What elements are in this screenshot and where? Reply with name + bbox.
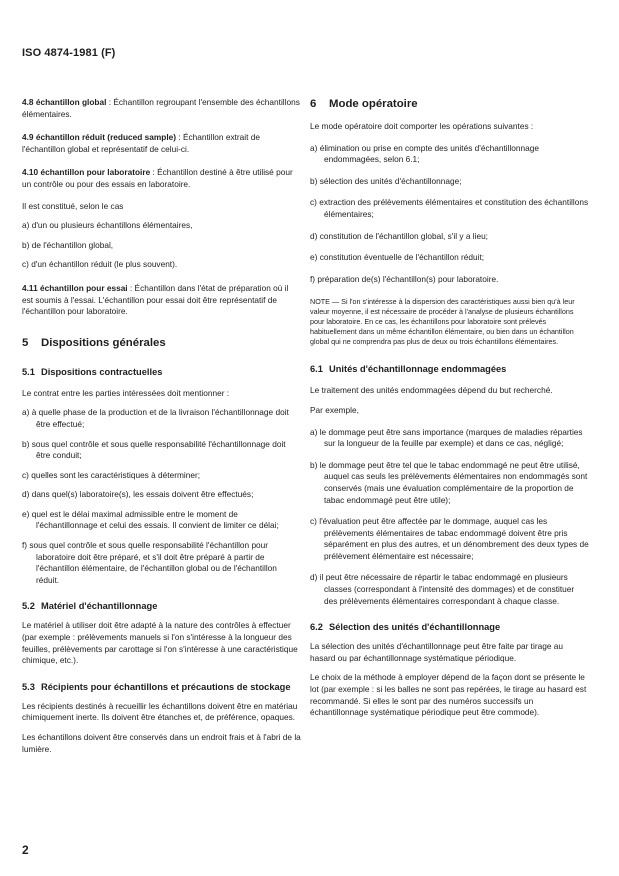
- list-item: b) sélection des unités d'échantillonnage;: [310, 175, 462, 186]
- clause-number: 4.9: [22, 132, 34, 143]
- note: NOTE — Si l'on s'intéresse à la dispersion des caractéristiques aussi bien qu'à leur valeur moyenne, il est nécessaire de procéder à l'analyse de plusieurs échantillons pour laboratoire. En ce cas, les échantillons pour laboratoire sont prélevés habituellement dans un même échantillon élémentaire, ou bien dans un échantillon global qui ne comprendra pas plus de deux ou trois échantillons élémentaires.: [310, 297, 575, 347]
- section-heading-6-2: 6.2 Sélection des unités d'échantillonnage: [310, 622, 501, 633]
- paragraph: Le traitement des unités endommagées dépend du but recherché.: [310, 385, 553, 396]
- list-item: c) quelles sont les caractéristiques à déterminer;: [22, 469, 201, 480]
- section-heading-5-3: 5.3 Récipients pour échantillons et précautions de stockage: [22, 681, 291, 692]
- clause-4-9: [22, 132, 301, 155]
- clause-number: 4.10: [22, 167, 39, 178]
- clause-text: : Échantillon dans l'état de préparation où il est soumis à l'essai. L'échantillon pour essai doit être représentatif de l'échantillon pour laboratoire.: [22, 282, 289, 317]
- document-header: ISO 4874-1981 (F): [22, 47, 116, 59]
- list-item: e) quel est le délai maximal admissible entre le moment de l'échantillonnage et celui des essais. Il convient de limiter ce délai;: [22, 508, 279, 531]
- list-item: a) d'un ou plusieurs échantillons élémentaires,: [22, 220, 193, 231]
- paragraph: Par exemple,: [310, 404, 359, 415]
- clause-term: échantillon global: [35, 97, 107, 107]
- clause-text: : Échantillon destiné à être utilisé pour un contrôle ou pour des essais en laboratoire.: [22, 167, 293, 189]
- section-heading-5-1: 5.1 Dispositions contractuelles: [22, 366, 163, 377]
- right-column: [310, 97, 589, 719]
- clause-term: échantillon pour laboratoire: [40, 167, 151, 178]
- list-item: d) dans quel(s) laboratoire(s), les essais doivent être effectués;: [22, 489, 254, 500]
- list-item: e) constitution éventuelle de l'échantillon réduit;: [310, 252, 485, 263]
- paragraph: Les échantillons doivent être conservés dans un endroit frais et à l'abri de la lumière.: [22, 732, 301, 754]
- section-heading-6: 6 Mode opératoire: [310, 98, 418, 110]
- section-heading-5: 5 Dispositions générales: [22, 336, 166, 349]
- paragraph: Le choix de la méthode à employer dépend de la façon dont se présente le lot (par exemple : si les balles ne sont pas repérées, le tirage au hasard est recommandé. Si elles le sont par des numéros successifs un échantillonnage systématique périodique peut être commode).: [310, 672, 587, 718]
- paragraph: Le contrat entre les parties intéressées doit mentionner :: [22, 387, 230, 398]
- paragraph: Le mode opératoire doit comporter les opérations suivantes :: [310, 121, 534, 131]
- list-item: c) l'évaluation peut être affectée par le dommage, auquel cas les prélèvements élémentaires de tabac endommagé doivent être pris séparément en plus des autres, et un dénombrement des deux types de prélèvement élémentaire est nécessaire;: [310, 516, 589, 561]
- section-heading-5-2: 5.2 Matériel d'échantillonnage: [22, 601, 158, 612]
- list-item: a) élimination ou prise en compte des unités d'échantillonnage endommagées, selon 6.1;: [310, 142, 539, 165]
- left-column: [22, 97, 301, 755]
- list-item: b) le dommage peut être tel que le tabac endommagé ne peut être utilisé, auquel cas seuls les prélèvements élémentaires non endommagés sont conservés (mais une évaluation complémentaire de la proportion de tabac endommagé peut être utile);: [310, 459, 588, 505]
- list-item: a) à quelle phase de la production et de la livraison l'échantillonnage doit être effectué;: [22, 407, 289, 429]
- list-item: d) constitution de l'échantillon global, s'il y a lieu;: [310, 230, 488, 241]
- clause-text: : Échantillon regroupant l'ensemble des échantillons élémentaires.: [22, 97, 300, 119]
- paragraph: Le matériel à utiliser doit être adapté à la nature des contrôles à effectuer (par exemple : prélèvements manuels si l'on s'intéresse à la longueur des feuilles, prélèvements par carottage si l'on s'intéresse à une caractéristique chimique, etc.).: [22, 620, 298, 666]
- list-item: c) d'un échantillon réduit (le plus souvent).: [22, 259, 178, 270]
- clause-number: 4.11: [22, 282, 38, 293]
- clause-term: échantillon pour essai: [40, 282, 128, 293]
- list-item: d) il peut être nécessaire de répartir le tabac endommagé en plusieurs classes (correspondant à l'intensité des dommages) et de constituer des prélèvements élémentaires correspondant à chaque classe.: [310, 572, 575, 606]
- list-item: f) sous quel contrôle et sous quelle responsabilité l'échantillon pour laboratoire doit être préparé, et s'il doit être préparé à partir de l'échantillon élémentaire, de l'échantillon global ou de l'échantillon réduit.: [22, 540, 277, 585]
- list-item: f) préparation de(s) l'échantillon(s) pour laboratoire.: [310, 273, 499, 284]
- list-item: a) le dommage peut être sans importance (marques de maladies réparties sur la longueur de la feuille par exemple) et dans ce cas, négligé;: [310, 426, 583, 449]
- clause-4-10: [22, 167, 301, 190]
- clause-4-11: [22, 283, 301, 318]
- clause-4-8: [22, 97, 301, 120]
- clause-text: : Échantillon extrait de l'échantillon global et représentatif de celui-ci.: [22, 132, 260, 154]
- page-number: 2: [22, 843, 29, 857]
- clause-term: échantillon réduit (reduced sample): [35, 132, 177, 143]
- clause-4-10-intro: Il est constitué, selon le cas: [22, 200, 124, 211]
- section-heading-6-1: 6.1 Unités d'échantillonnage endommagées: [310, 364, 507, 375]
- clause-number: 4.8: [22, 97, 34, 107]
- list-item: c) extraction des prélèvements élémentaires et constitution des échantillons élémentaires;: [310, 197, 589, 219]
- list-item: b) sous quel contrôle et sous quelle responsabilité l'échantillonnage doit être conduit;: [22, 438, 286, 461]
- paragraph: La sélection des unités d'échantillonnage peut être faite par tirage au hasard ou par échantillonnage systématique périodique.: [310, 641, 563, 663]
- list-item: b) de l'échantillon global,: [22, 239, 114, 250]
- paragraph: Les récipients destinés à recueillir les échantillons doivent être en matériau chimiquement inerte. Ils doivent être étanches et, de préférence, opaques.: [22, 700, 298, 723]
